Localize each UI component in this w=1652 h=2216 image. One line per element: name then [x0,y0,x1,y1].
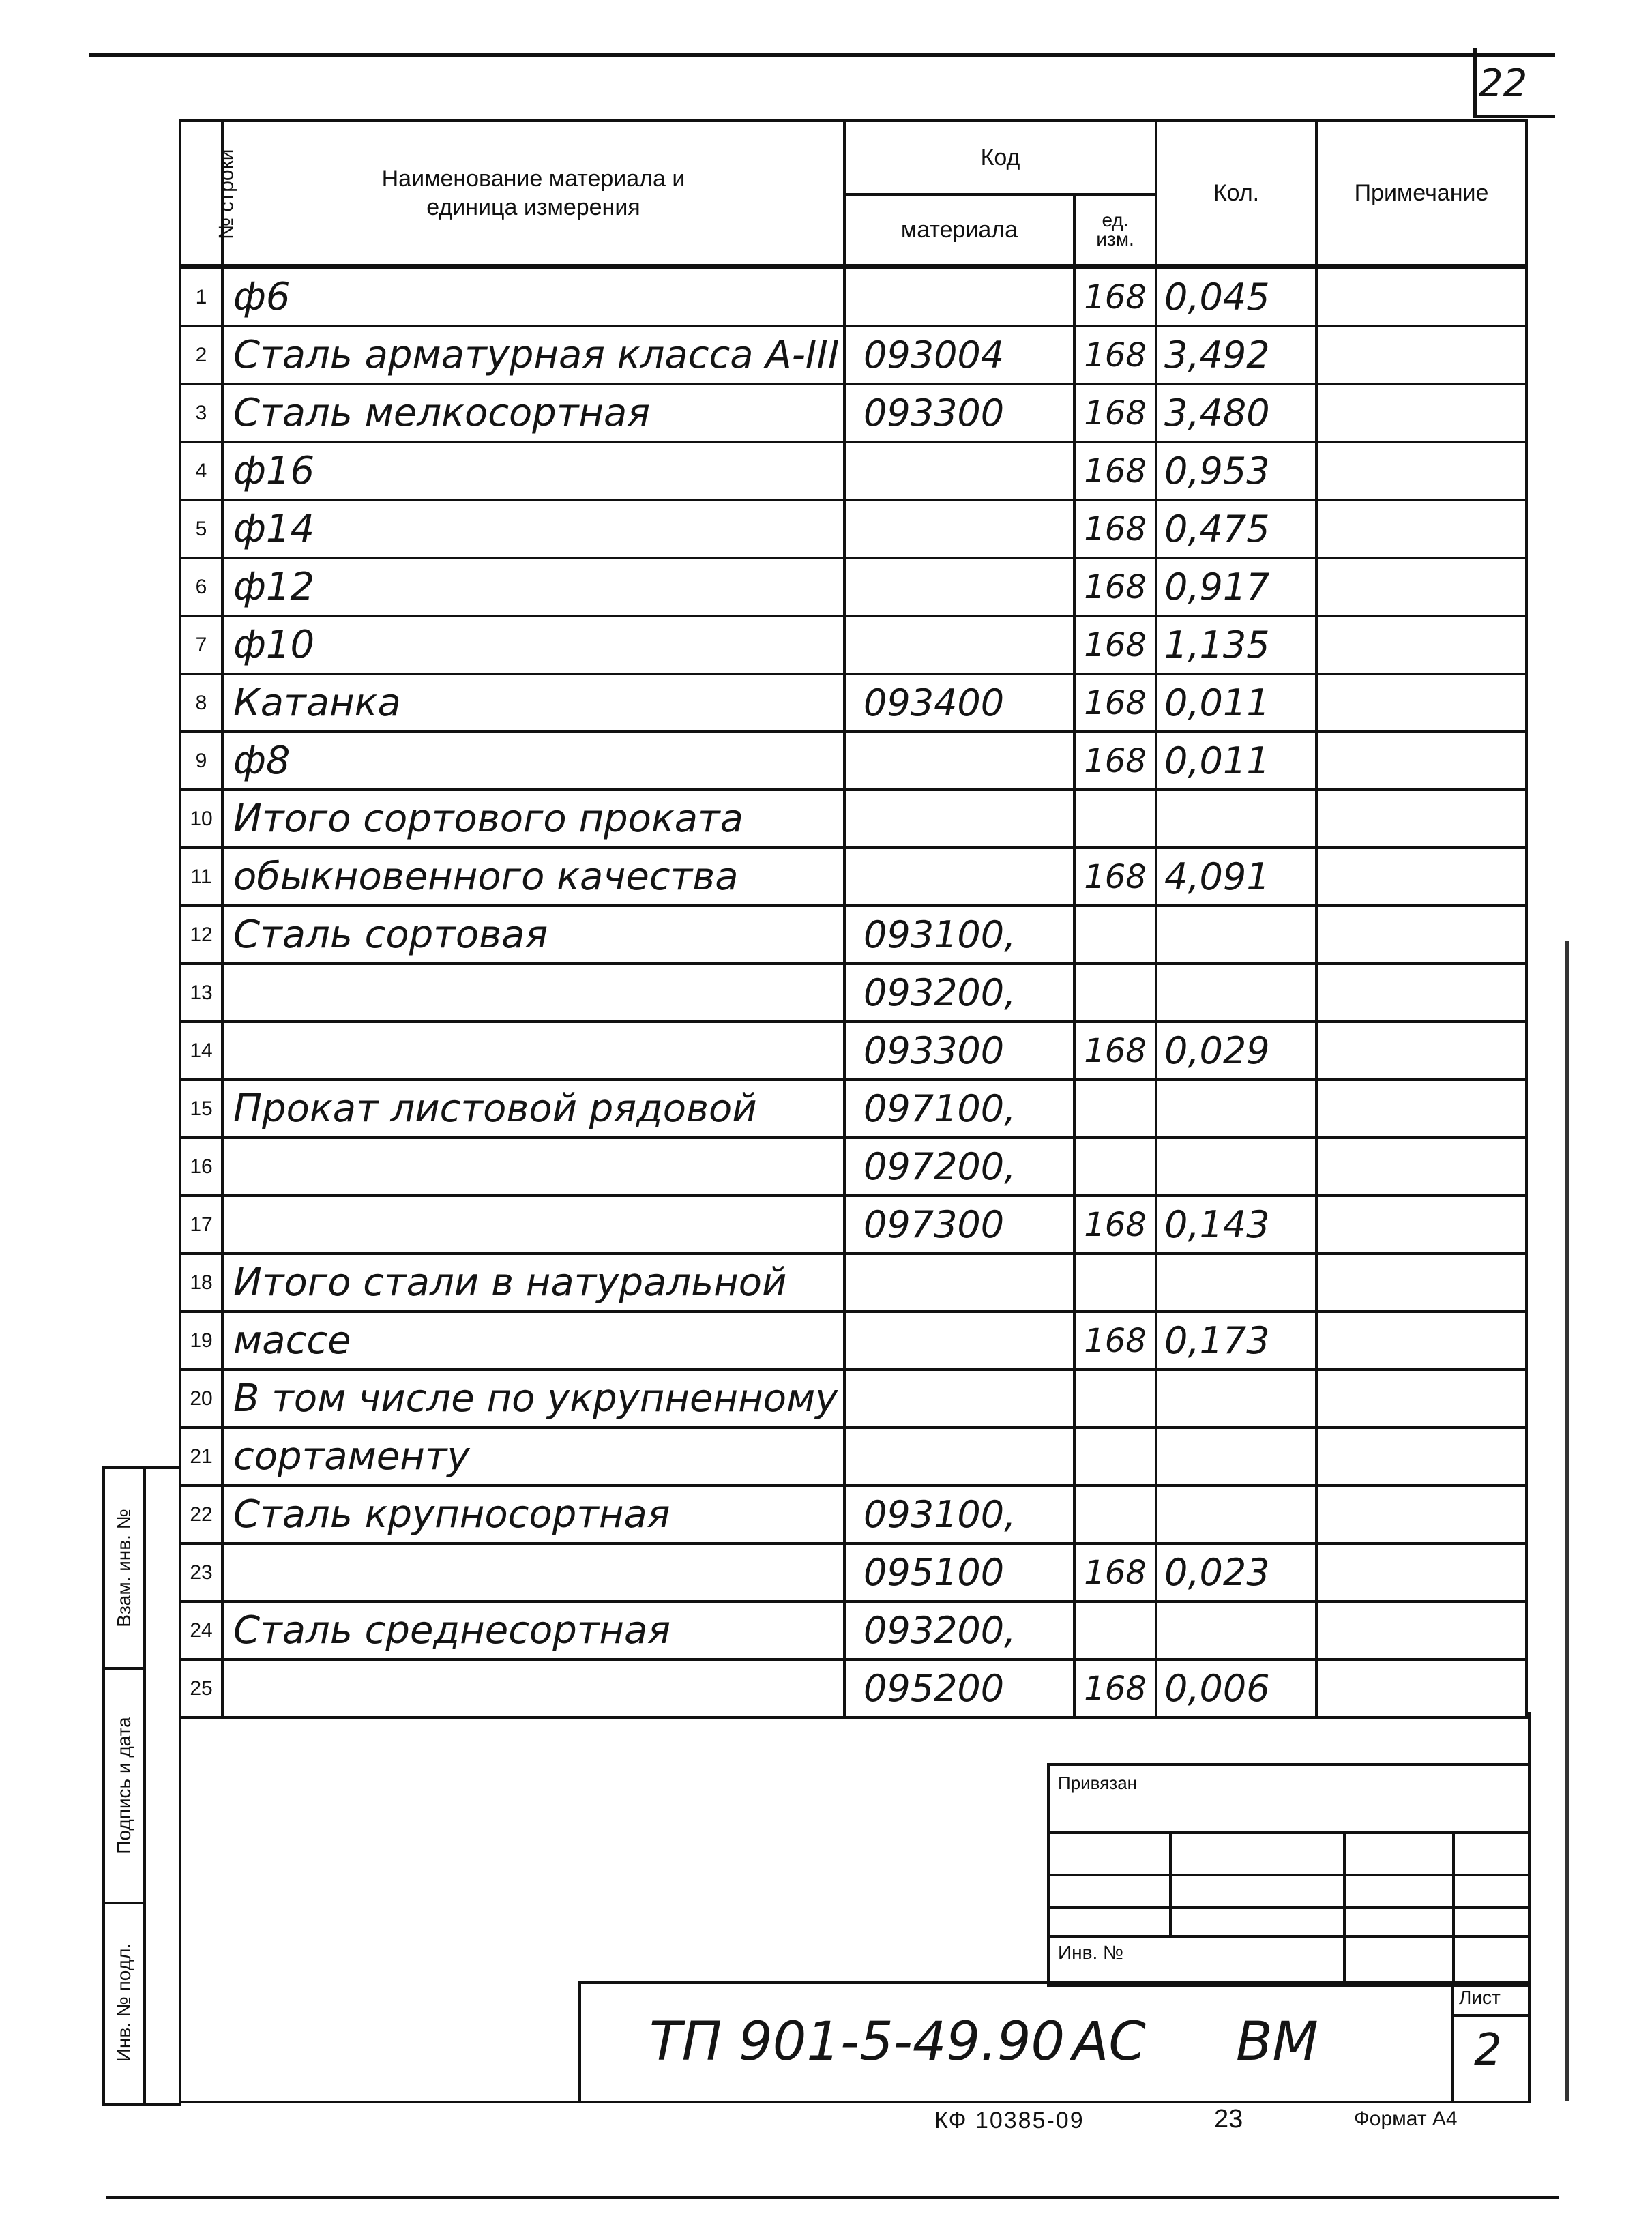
material-name-cell: массе [222,1312,844,1370]
table-row [180,848,1526,906]
header-note: Примечание [1316,121,1526,267]
unit-code-cell [1074,1370,1156,1428]
table-row [180,1196,1526,1254]
material-name-cell: Катанка [222,674,844,732]
document-code: ТП 901-5-49.90 [649,2011,1065,2073]
signature-date-cell: Подпись и дата [105,1670,143,1904]
note-cell [1316,1370,1526,1428]
reference-box-line [1050,1906,1528,1909]
header-row-number: № строки [180,121,222,267]
material-code-cell: 097300 [844,1196,1074,1254]
material-code-cell: 097200, [844,1138,1074,1196]
quantity-cell [1156,1254,1316,1312]
note-cell [1316,1080,1526,1138]
row-number-cell: 19 [180,1312,222,1370]
unit-code-cell: 168 [1074,1659,1156,1717]
material-name-cell: ф10 [222,616,844,674]
table-row [180,906,1526,964]
table-row [180,1486,1526,1543]
unit-code-cell [1074,1138,1156,1196]
quantity-cell: 0,006 [1156,1659,1316,1717]
material-code-cell: 093100, [844,1486,1074,1543]
page-number: 22 [1479,61,1528,106]
note-cell [1316,1601,1526,1659]
quantity-cell: 0,023 [1156,1543,1316,1601]
side-stamp [102,1466,181,2106]
quantity-cell [1156,1138,1316,1196]
row-number-cell: 23 [180,1543,222,1601]
sheet-box [1451,1984,1531,2103]
unit-code-cell [1074,1601,1156,1659]
top-rule [89,53,1555,57]
table-row [180,1312,1526,1370]
table-row [180,1601,1526,1659]
unit-code-cell: 168 [1074,674,1156,732]
material-code-cell [844,1312,1074,1370]
material-code-cell: 093004 [844,326,1074,384]
material-code-cell [844,616,1074,674]
table-row [180,326,1526,384]
quantity-cell: 0,143 [1156,1196,1316,1254]
row-number-cell: 15 [180,1080,222,1138]
quantity-cell: 0,917 [1156,558,1316,616]
material-code-cell [844,1254,1074,1312]
header-material-name: Наименование материала и единица измерения [222,121,844,267]
reference-box-line [1050,1831,1528,1834]
row-number-cell: 9 [180,732,222,790]
reference-box-divider [1343,1834,1346,1984]
material-code-cell: 093200, [844,1601,1074,1659]
footer-format: Формат А4 [1354,2108,1458,2130]
unit-code-cell: 168 [1074,267,1156,326]
row-number-cell: 11 [180,848,222,906]
note-cell [1316,1138,1526,1196]
row-number-cell: 5 [180,500,222,558]
unit-code-cell: 168 [1074,1022,1156,1080]
note-cell [1316,616,1526,674]
material-name-cell [222,1196,844,1254]
quantity-cell: 3,480 [1156,384,1316,442]
unit-code-cell: 168 [1074,1196,1156,1254]
material-name-cell: В том числе по укрупненному [222,1370,844,1428]
material-code-cell [844,848,1074,906]
material-code-cell: 093100, [844,906,1074,964]
quantity-cell [1156,906,1316,964]
quantity-cell [1156,1486,1316,1543]
document-mark-vm: ВМ [1236,2011,1318,2073]
note-cell [1316,1022,1526,1080]
table-row [180,442,1526,500]
reference-box-line [1050,1935,1528,1938]
table-row [180,674,1526,732]
material-name-cell: Сталь крупносортная [222,1486,844,1543]
material-code-cell [844,558,1074,616]
quantity-cell: 0,475 [1156,500,1316,558]
side-stamp-divider [143,1469,146,2103]
table-row [180,500,1526,558]
row-number-cell: 18 [180,1254,222,1312]
row-number-cell: 13 [180,964,222,1022]
material-name-cell: ф6 [222,267,844,326]
material-code-cell: 095100 [844,1543,1074,1601]
row-number-cell: 8 [180,674,222,732]
material-code-cell [844,500,1074,558]
note-cell [1316,674,1526,732]
unit-code-cell: 168 [1074,326,1156,384]
unit-code-cell: 168 [1074,384,1156,442]
material-name-cell: ф14 [222,500,844,558]
note-cell [1316,1196,1526,1254]
note-cell [1316,500,1526,558]
material-code-cell [844,442,1074,500]
quantity-cell: 3,492 [1156,326,1316,384]
material-code-cell: 093400 [844,674,1074,732]
material-name-cell: ф12 [222,558,844,616]
material-code-cell: 093300 [844,384,1074,442]
quantity-cell: 0,173 [1156,1312,1316,1370]
material-code-cell [844,1428,1074,1486]
material-name-cell: Прокат листовой рядовой [222,1080,844,1138]
table-row [180,1022,1526,1080]
note-cell [1316,1428,1526,1486]
right-margin-mark [1565,941,1569,2101]
reference-box-divider [1452,1834,1455,1984]
footer-page-number: 23 [1214,2105,1243,2133]
row-number-cell: 16 [180,1138,222,1196]
unit-code-cell: 168 [1074,1312,1156,1370]
table-row [180,1254,1526,1312]
material-name-cell: сортаменту [222,1428,844,1486]
material-name-cell [222,1659,844,1717]
quantity-cell: 4,091 [1156,848,1316,906]
replaced-inv-cell: Взам. инв. № [105,1469,143,1670]
material-code-cell: 095200 [844,1659,1074,1717]
material-name-cell [222,1138,844,1196]
note-cell [1316,267,1526,326]
material-name-cell: Итого сортового проката [222,790,844,848]
note-cell [1316,384,1526,442]
material-code-cell: 093300 [844,1022,1074,1080]
table-row [180,1428,1526,1486]
original-inv-cell: Инв. № подл. [113,1942,134,2063]
note-cell [1316,326,1526,384]
material-name-cell: обыкновенного качества [222,848,844,906]
row-number-cell: 10 [180,790,222,848]
table-row [180,790,1526,848]
material-code-cell [844,267,1074,326]
unit-code-cell [1074,790,1156,848]
sheet-box-divider [1454,2014,1531,2017]
note-cell [1316,964,1526,1022]
note-cell [1316,1254,1526,1312]
row-number-cell: 22 [180,1486,222,1543]
unit-code-cell [1074,1428,1156,1486]
table-row [180,616,1526,674]
note-cell [1316,732,1526,790]
unit-code-cell: 168 [1074,500,1156,558]
note-cell [1316,558,1526,616]
quantity-cell: 0,045 [1156,267,1316,326]
row-number-cell: 14 [180,1022,222,1080]
table-row [180,558,1526,616]
footer-code: КФ 10385-09 [934,2108,1085,2133]
material-name-cell [222,1022,844,1080]
row-number-cell: 12 [180,906,222,964]
row-number-cell: 6 [180,558,222,616]
quantity-cell: 0,029 [1156,1022,1316,1080]
unit-code-cell: 168 [1074,732,1156,790]
quantity-cell [1156,1428,1316,1486]
table-row [180,267,1526,326]
header-unit-code: ед. изм. [1074,194,1156,267]
quantity-cell [1156,964,1316,1022]
unit-code-cell: 168 [1074,442,1156,500]
unit-code-cell: 168 [1074,616,1156,674]
unit-code-cell [1074,1486,1156,1543]
quantity-cell [1156,790,1316,848]
row-number-cell: 3 [180,384,222,442]
header-material-code: материала [844,194,1074,267]
material-code-cell [844,790,1074,848]
row-number-cell: 24 [180,1601,222,1659]
unit-code-cell [1074,964,1156,1022]
inventory-label: Инв. № [1058,1942,1124,1963]
material-name-cell: Сталь среднесортная [222,1601,844,1659]
table-row [180,964,1526,1022]
row-number-cell: 17 [180,1196,222,1254]
title-block [578,1981,1528,2103]
sheet-label: Лист [1459,1987,1501,2008]
material-code-cell: 093200, [844,964,1074,1022]
note-cell [1316,1312,1526,1370]
row-number-cell: 7 [180,616,222,674]
quantity-cell [1156,1601,1316,1659]
table-row [180,1080,1526,1138]
reference-box-line [1050,1874,1528,1876]
table-row [180,1138,1526,1196]
material-name-cell: ф8 [222,732,844,790]
reference-box [1047,1763,1528,1987]
material-name-cell [222,1543,844,1601]
material-name-cell: Сталь сортовая [222,906,844,964]
quantity-cell: 0,011 [1156,674,1316,732]
unit-code-cell: 168 [1074,558,1156,616]
material-name-cell: Итого стали в натуральной [222,1254,844,1312]
header-quantity: Кол. [1156,121,1316,267]
row-number-cell: 4 [180,442,222,500]
note-cell [1316,442,1526,500]
row-number-cell: 2 [180,326,222,384]
quantity-cell: 0,953 [1156,442,1316,500]
material-code-cell [844,732,1074,790]
row-number-cell: 20 [180,1370,222,1428]
note-cell [1316,1543,1526,1601]
unit-code-cell [1074,906,1156,964]
quantity-cell: 1,135 [1156,616,1316,674]
note-cell [1316,906,1526,964]
table-row [180,1543,1526,1601]
row-number-cell: 1 [180,267,222,326]
quantity-cell [1156,1370,1316,1428]
table-row [180,1659,1526,1717]
table-row [180,384,1526,442]
note-cell [1316,848,1526,906]
bottom-rule [106,2196,1559,2199]
note-cell [1316,790,1526,848]
row-number-cell: 21 [180,1428,222,1486]
unit-code-cell [1074,1080,1156,1138]
quantity-cell [1156,1080,1316,1138]
material-name-cell: ф16 [222,442,844,500]
table-row [180,1370,1526,1428]
page-number-frame [1473,48,1477,116]
material-code-cell: 097100, [844,1080,1074,1138]
material-specification-table [179,119,1528,1719]
note-cell [1316,1486,1526,1543]
material-name-cell: Сталь арматурная класса A-III [222,326,844,384]
header-code: Код [844,121,1156,194]
material-name-cell: Сталь мелкосортная [222,384,844,442]
row-number-cell: 25 [180,1659,222,1717]
material-code-cell [844,1370,1074,1428]
sheet-number: 2 [1474,2025,1502,2075]
quantity-cell: 0,011 [1156,732,1316,790]
reference-label: Привязан [1058,1773,1138,1793]
unit-code-cell: 168 [1074,1543,1156,1601]
table-row [180,732,1526,790]
note-cell [1316,1659,1526,1717]
document-mark-ac: АС [1072,2011,1146,2073]
unit-code-cell [1074,1254,1156,1312]
reference-box-divider [1169,1834,1172,1936]
material-name-cell [222,964,844,1022]
unit-code-cell: 168 [1074,848,1156,906]
